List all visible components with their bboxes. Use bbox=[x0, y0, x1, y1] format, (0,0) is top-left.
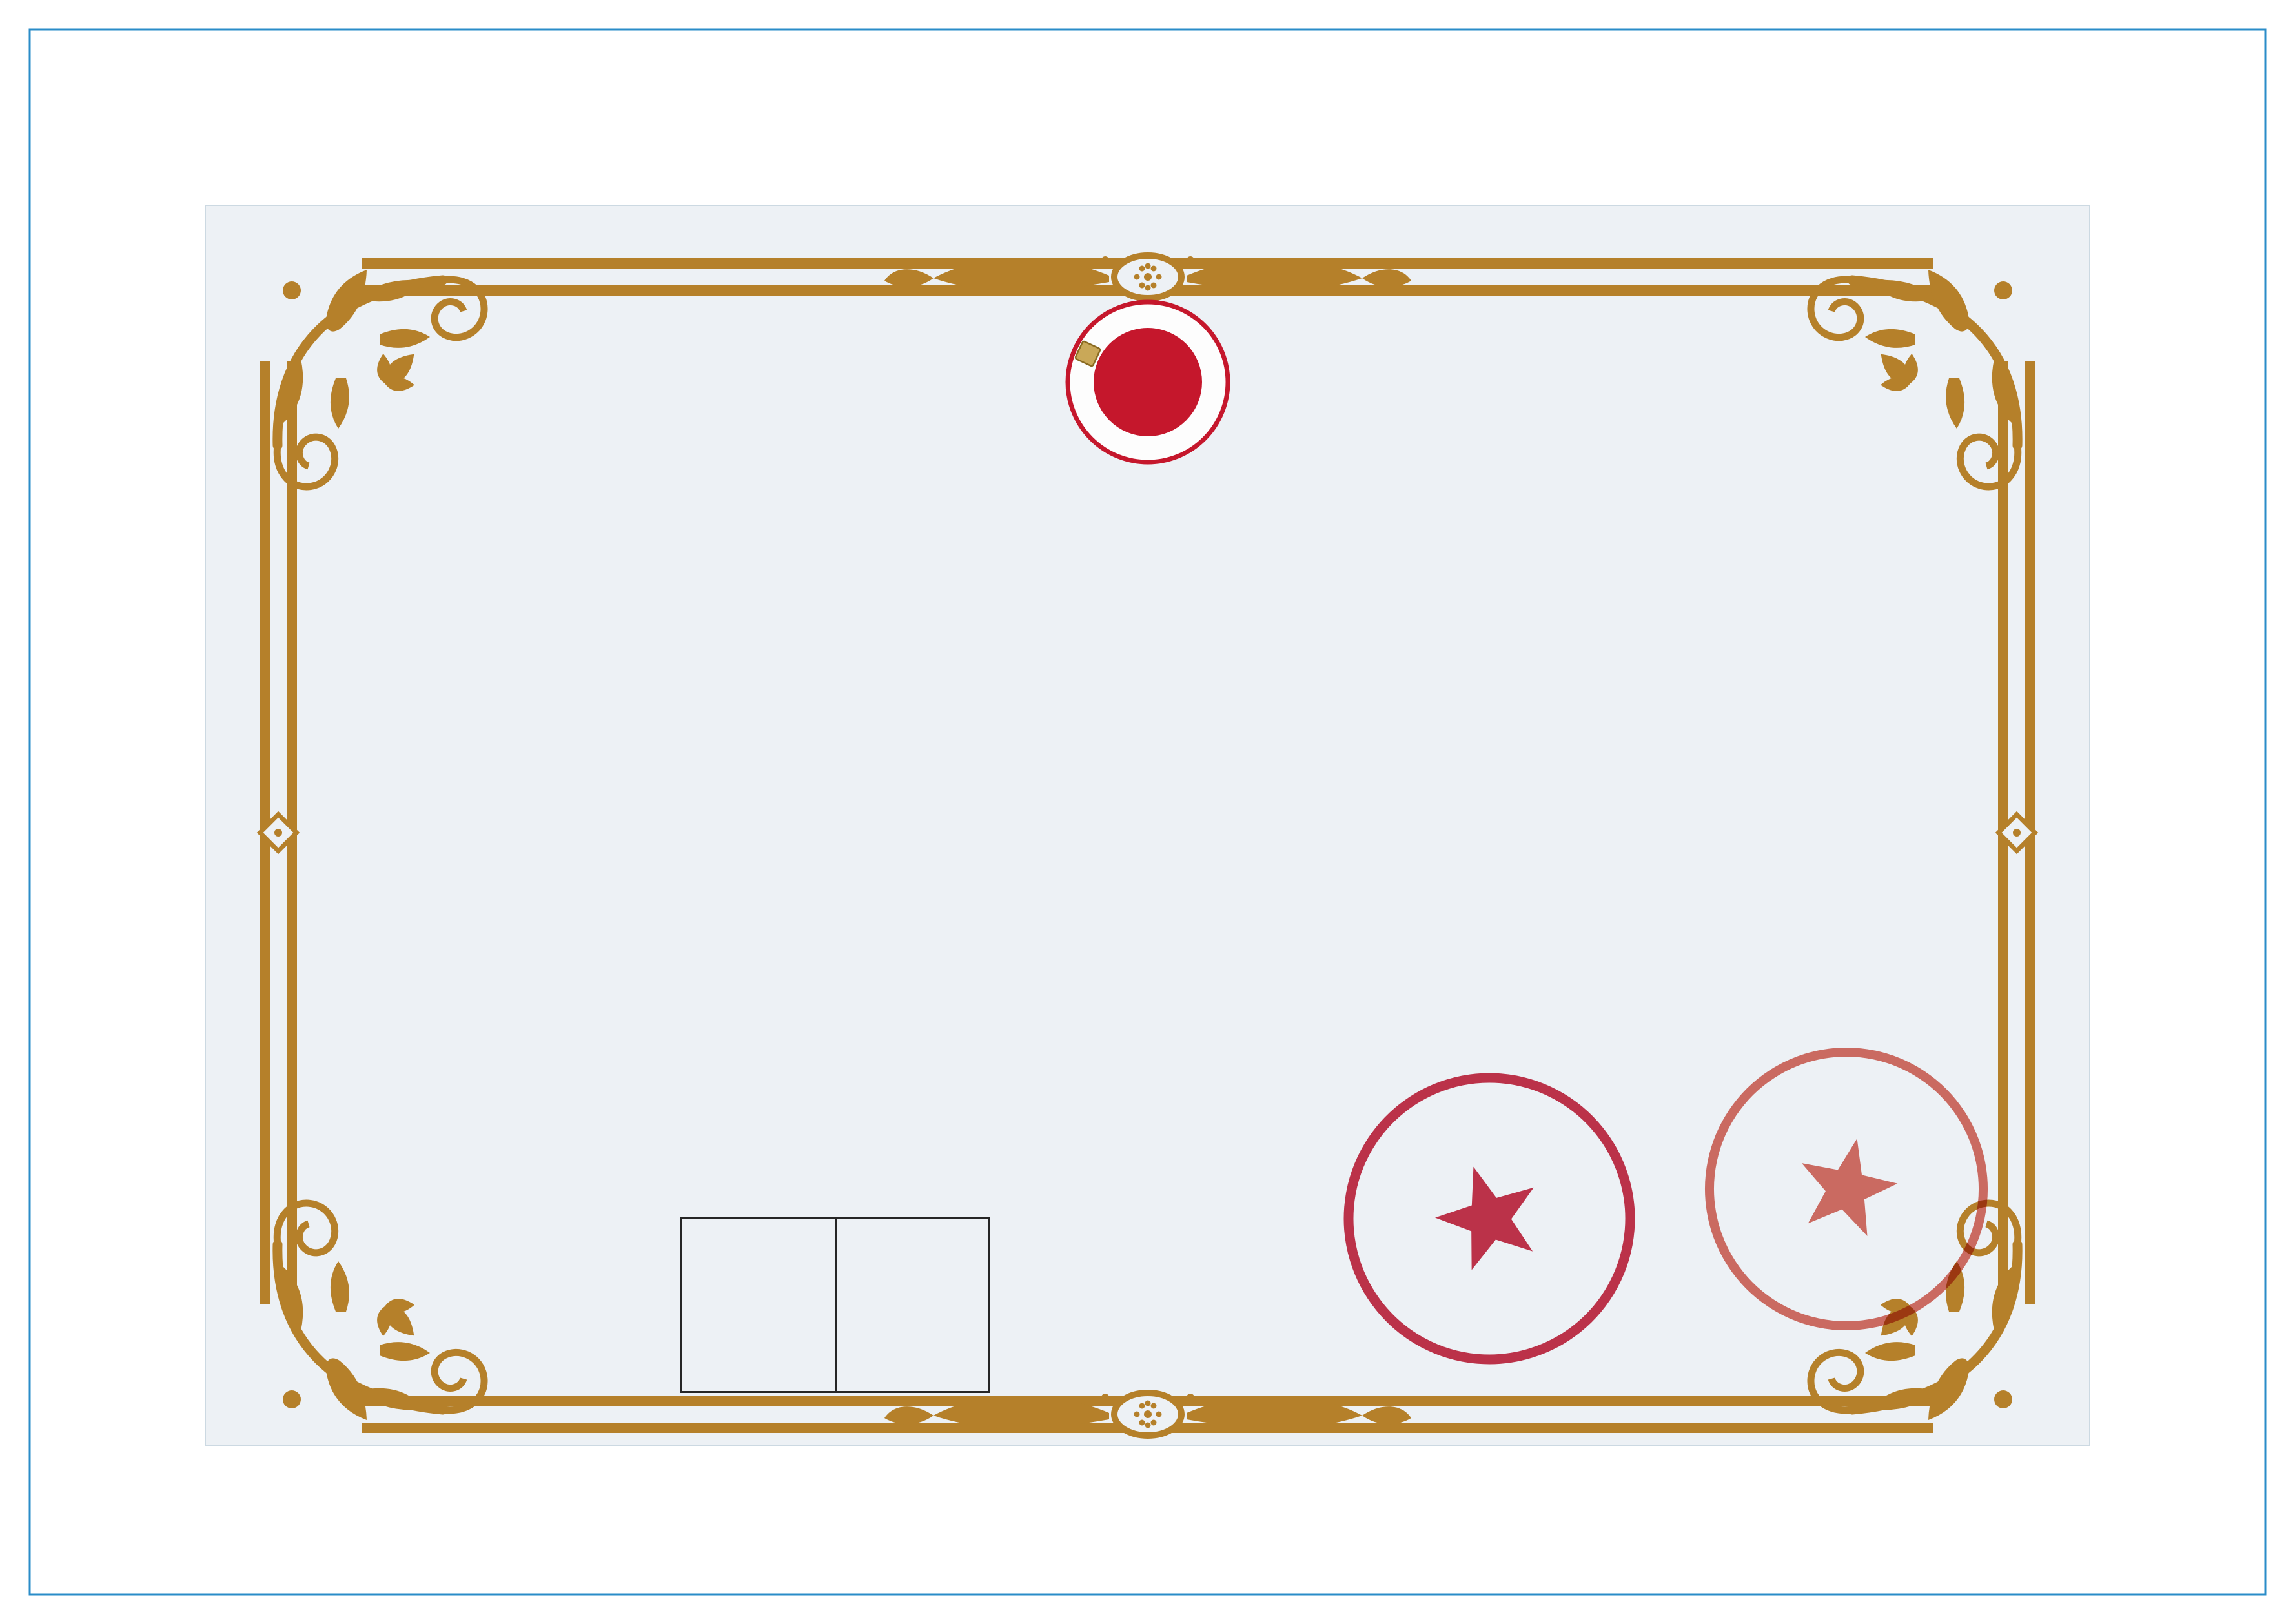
credit-emblem-icon bbox=[1057, 292, 1238, 472]
china-bidding-stamp-icon bbox=[1334, 1064, 1644, 1374]
qr-code bbox=[399, 1216, 578, 1396]
annual-inspection-table bbox=[680, 1217, 990, 1393]
table-divider bbox=[835, 1219, 837, 1391]
credit-agency-stamp-icon bbox=[1698, 1040, 1995, 1337]
